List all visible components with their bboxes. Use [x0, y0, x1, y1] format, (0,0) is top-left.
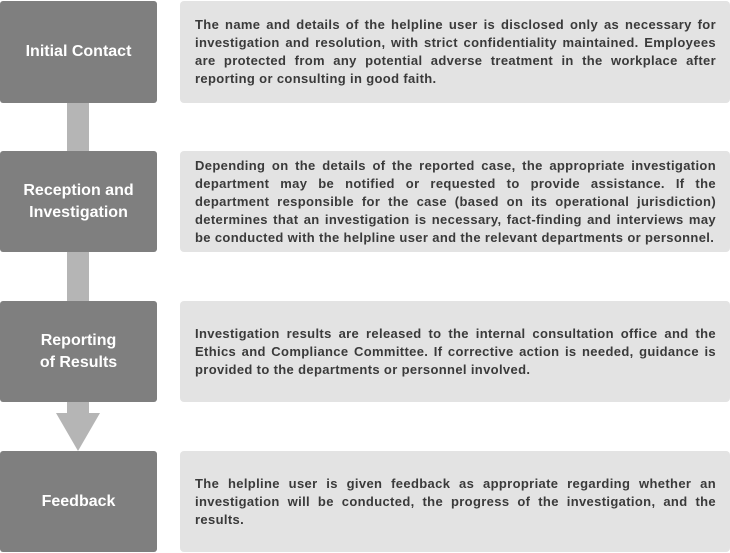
connector-1-2: [67, 103, 89, 151]
step-description: Depending on the details of the reported case, the appropriate investigation department may be notified or requested to provide assistance. If the department responsible for the case (based on its operational jurisdiction) determines that an investigation is necessary, fact-finding and interviews may be conducted with the helpline user and the relevant departments or personnel.: [195, 157, 716, 245]
step-title: Reception and Investigation: [23, 181, 134, 221]
step-initial-contact: [0, 1, 157, 103]
connector-2-3: [67, 252, 89, 301]
description-initial-contact: [180, 1, 730, 103]
step-title: Initial Contact: [25, 43, 132, 60]
step-description: Investigation results are released to the internal consultation office and the Ethics and Compliance Committee. If corrective action is needed, guidance is provided to the departments or personnel involved.: [195, 325, 716, 377]
step-title: Feedback: [41, 492, 116, 510]
step-description: The name and details of the helpline user is disclosed only as necessary for investigation and resolution, with strict confidentiality maintained. Employees are protected from any potential adverse treatment in the workplace after reporting or consulting in good faith.: [195, 17, 716, 86]
step-reporting-of-results: [0, 301, 157, 402]
step-feedback: [0, 451, 157, 552]
down-arrow-icon: [56, 413, 100, 451]
step-reception-and-investigation: [0, 151, 157, 252]
step-description: The helpline user is given feedback as appropriate regarding whether an investigation will be conducted, the progress of the investigation, and the results.: [195, 475, 716, 527]
description-reception-and-investigation: [180, 151, 730, 252]
description-reporting-of-results: [180, 301, 730, 402]
step-title: Reporting of Results: [39, 331, 118, 371]
description-feedback: [180, 451, 730, 552]
